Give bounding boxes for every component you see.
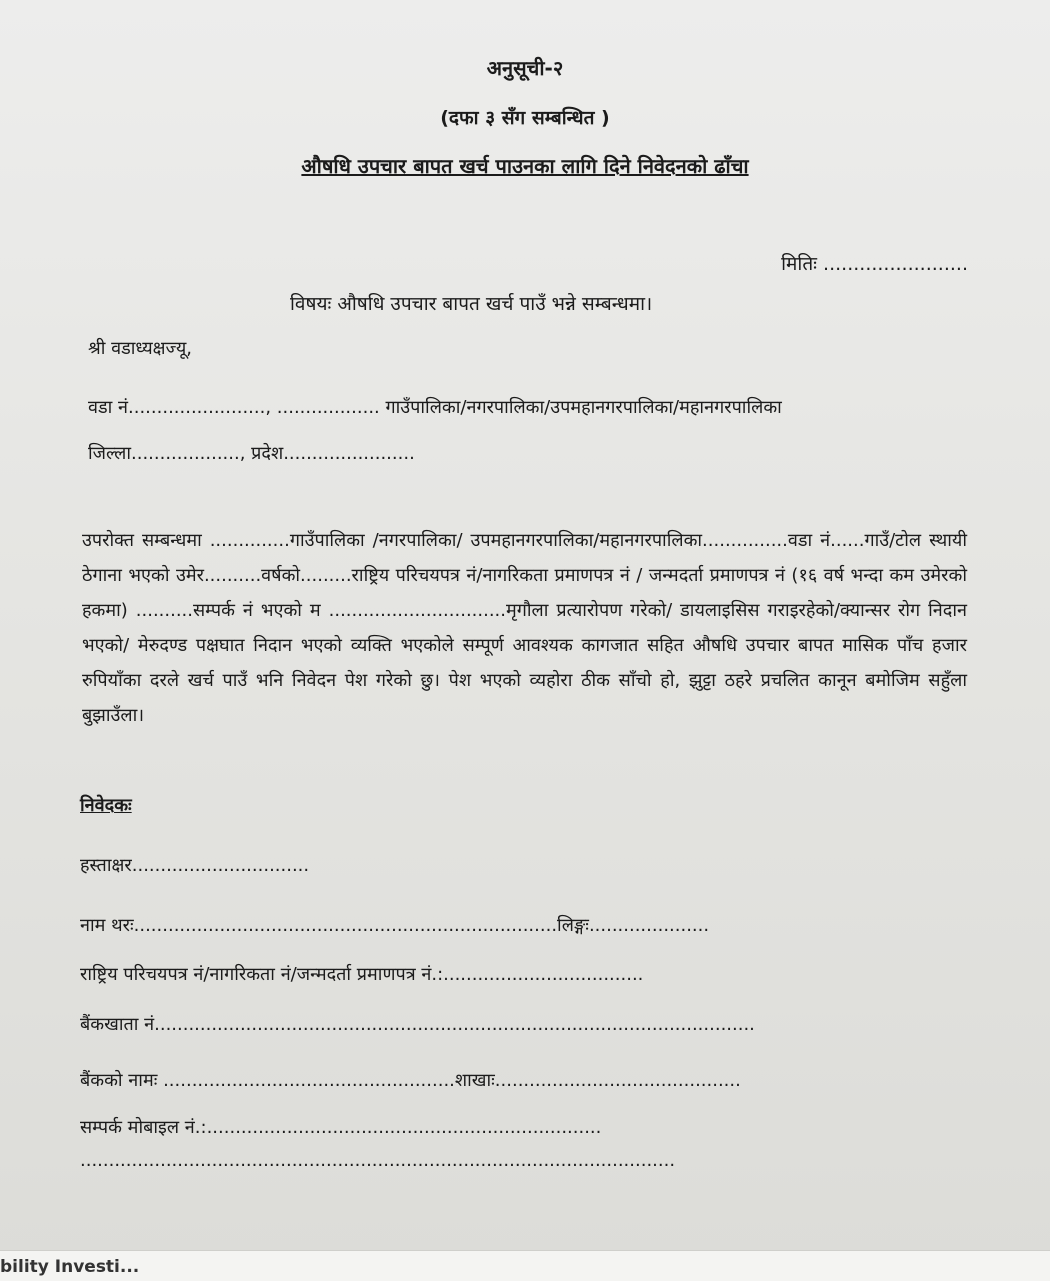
bank-name-branch-line: बैंकको नामः ...................................................शाखाः........................................... [80,1070,741,1091]
id-number-line: राष्ट्रिय परिचयपत्र नं/नागरिकता नं/जन्मदर्ता प्रमाणपत्र नं.:................................... [80,964,644,985]
signature-line: हस्ताक्षर............................... [80,855,310,876]
form-title: औषधि उपचार बापत खर्च पाउनका लागि दिने निवेदनको ढाँचा [301,154,749,178]
bottom-strip-text: bility Investi... [0,1257,140,1277]
mobile-continuation-line: ........................................................................................................ [80,1150,676,1171]
section-reference: (दफा ३ सँग सम्बन्धित ) [440,107,610,129]
name-gender-line: नाम थरः..........................................................................लिङ्गः..................... [80,915,710,936]
bottom-page-strip [0,1250,1050,1281]
applicant-heading: निवेदकः [80,795,132,816]
bank-account-line: बैंकखाता नं......................................................................................................... [80,1014,755,1035]
ward-line: वडा नं........................, .................. गाउँपालिका/नगरपालिका/उपमहानगरपालिका/महानगरपालिका [88,397,782,418]
application-body: उपरोक्त सम्बन्धमा ..............गाउँपालिका /नगरपालिका/ उपमहानगरपालिका/महानगरपालिका...............वडा नं......गाउँ/टोल स्थायी ठेगाना भएको उमेर..........वर्षको.........राष्ट्रिय परिचयपत्र नं/नागरिकता प्रमाणपत्र नं / जन्मदर्ता प्रमाणपत्र नं (१६ वर्ष भन्दा कम उमेरको हकमा) ..........सम्पर्क नं भएको म ...............................मृगौला प्रत्यारोपण गरेको/ डायलाइसिस गराइरहेको/क्यान्सर रोग निदान भएको/ मेरुदण्ड पक्षघात निदान भएको व्यक्ति भएकोले सम्पूर्ण आवश्यक कागजात सहित औषधि उपचार बापत मासिक पाँच हजार रुपियाँका दरले खर्च पाउँ भनि निवेदन पेश गरेको छु। पेश भएको व्यहोरा ठीक साँचो हो, झुट्टा ठहरे प्रचलित कानून बमोजिम सहुँला बुझाउँला। [82,530,967,726]
mobile-line: सम्पर्क मोबाइल नं.:..................................................................... [80,1117,602,1138]
date-line: मितिः ........................ [781,253,968,275]
subject-line: विषयः औषधि उपचार बापत खर्च पाउँ भन्ने सम्बन्धमा। [290,293,653,315]
district-line: जिल्ला..................., प्रदेश....................... [88,443,415,464]
salutation: श्री वडाध्यक्षज्यू, [88,338,192,359]
schedule-heading: अनुसूची-२ [486,56,564,80]
